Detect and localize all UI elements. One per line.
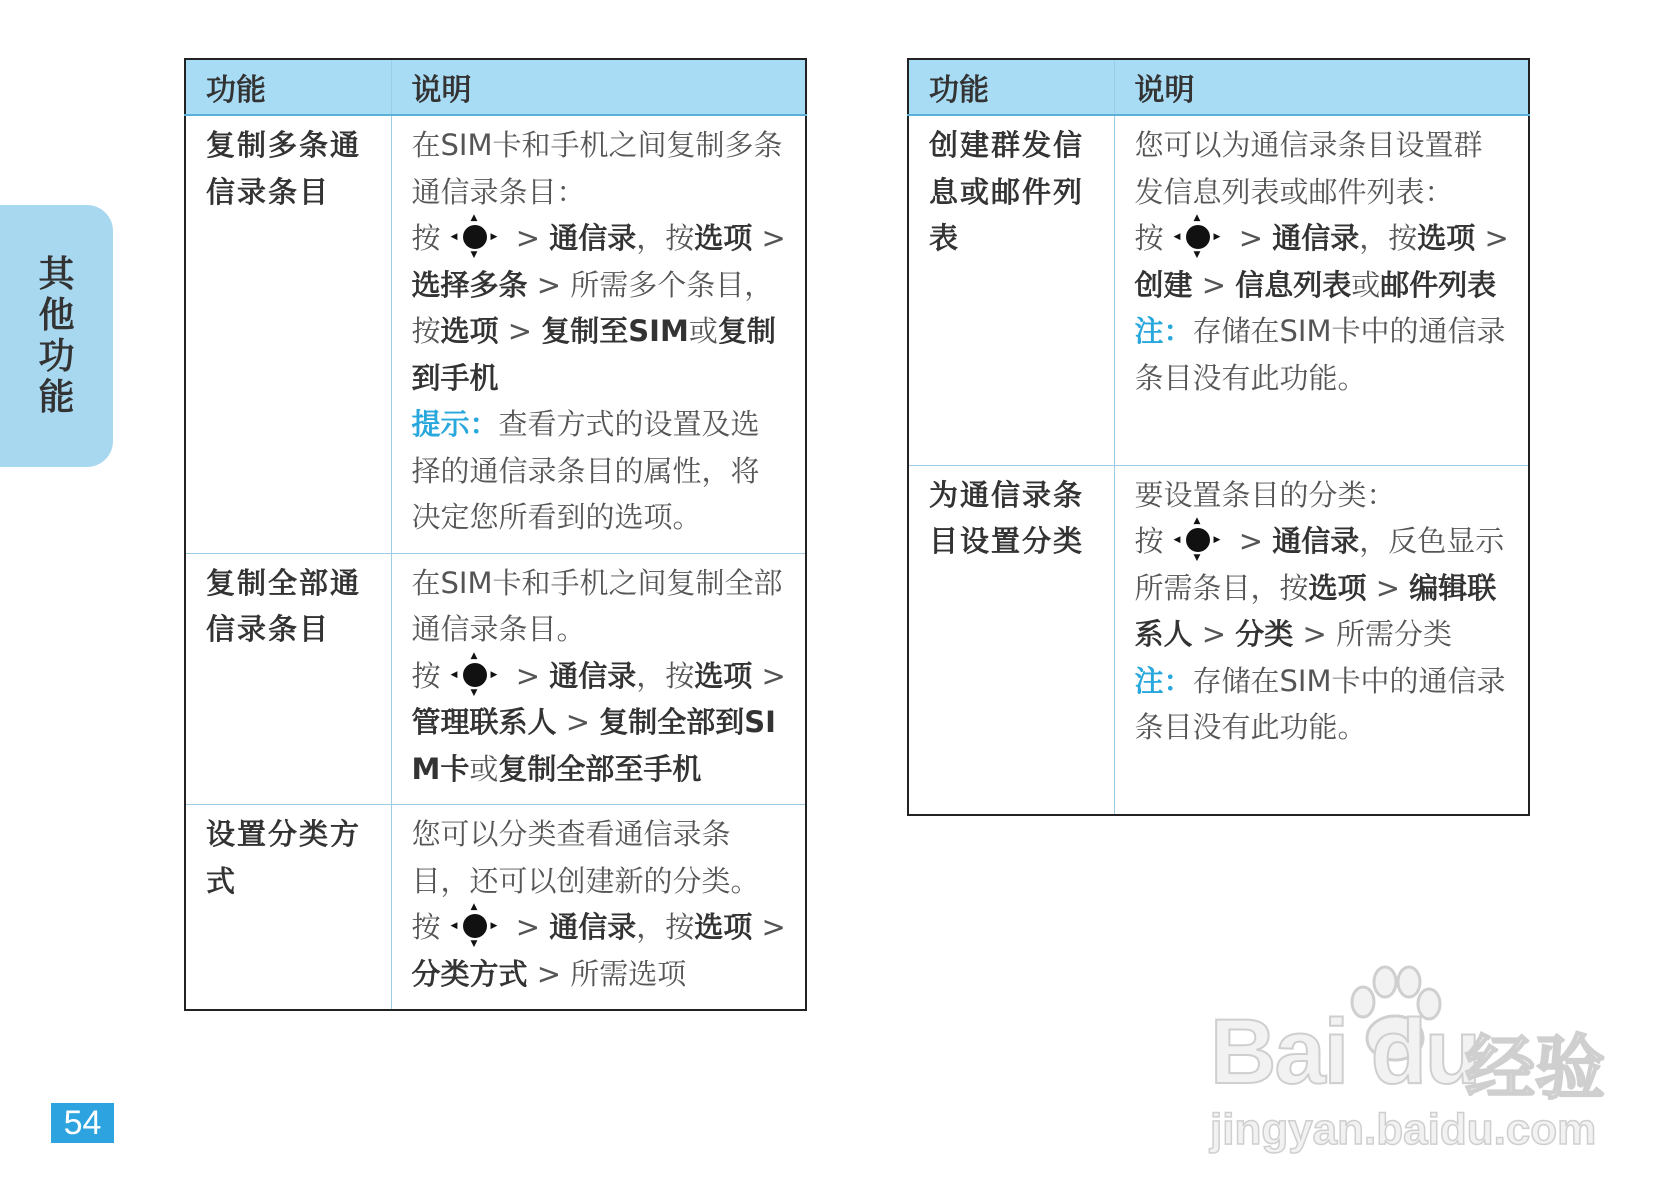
description-cell: 您可以为通信录条目设置群发信息列表或邮件列表： 按 ▲ ▼ ◀ ▶ > 通信录，按选项 > 创建 > 信息列表或邮件列表 注：存储在SIM卡中的通信录条目没有此功能。 (1114, 115, 1529, 465)
table-header-row (908, 59, 1529, 115)
navigation-key-icon: ▲ ▼ ◀ ▶ (450, 902, 498, 949)
section-side-tab (0, 205, 113, 467)
header-description: 说明 (391, 59, 806, 115)
watermark-logo: Bai du (1210, 1001, 1480, 1103)
right-feature-table (907, 58, 1530, 816)
table-row (908, 115, 1529, 465)
feature-cell: 复制全部通信录条目 (185, 553, 391, 805)
description-cell: 您可以分类查看通信录条目，还可以创建新的分类。 按 ▲ ▼ ◀ ▶ > 通信录，按选项 > 分类方式 > 所需选项 (411, 817, 786, 991)
note-label: 注： (1134, 314, 1193, 348)
feature-cell: 创建群发信息或邮件列表 (908, 115, 1114, 465)
baidu-watermark (1210, 960, 1630, 1160)
watermark-cn: 经验 (1465, 1027, 1605, 1109)
feature-cell: 为通信录条目设置分类 (908, 465, 1114, 815)
feature-cell: 设置分类方式 (185, 805, 391, 1011)
navigation-key-icon: ▲ ▼ ◀ ▶ (1173, 213, 1221, 260)
navigation-key-icon: ▲ ▼ ◀ ▶ (450, 650, 498, 698)
header-feature: 功能 (908, 59, 1114, 115)
table-row (185, 553, 806, 805)
navigation-key-icon: ▲ ▼ ◀ ▶ (450, 213, 498, 260)
table-row (908, 465, 1529, 815)
description-cell: 在SIM卡和手机之间复制多条通信录条目： 按 ▲ ▼ ◀ ▶ > 通信录，按选项 > 选择多条 > 所需多个条目，按选项 > 复制至SIM或复制到手机 提示：查看方式的设置及选择的通信录条目的属性，将决定您所看到的选项。 (391, 115, 806, 553)
watermark-url: jingyan.baidu.com (1210, 1105, 1597, 1154)
left-feature-table (184, 58, 807, 1011)
note-label: 注： (1134, 663, 1193, 698)
description-cell: 要设置条目的分类： 按 ▲ ▼ ◀ ▶ > 通信录，反色显示所需条目，按选项 > 编辑联系人 > 分类 > 所需分类 注：存储在SIM卡中的通信录条目没有此功能。 (1134, 477, 1506, 744)
page-number: 54 (51, 1103, 114, 1143)
section-side-tab-label: 其他功能 (38, 254, 75, 418)
header-feature: 功能 (185, 59, 391, 115)
table-header-row (185, 59, 806, 115)
feature-cell: 复制多条通信录条目 (185, 115, 391, 553)
navigation-key-icon: ▲ ▼ ◀ ▶ (1173, 516, 1221, 563)
table-row (185, 805, 806, 1011)
description-cell: 在SIM卡和手机之间复制全部通信录条目。 按 ▲ ▼ ◀ ▶ > 通信录，按选项 > 管理联系人 > 复制全部到SIM卡或复制全部至手机 (391, 553, 806, 805)
header-description: 说明 (1114, 59, 1529, 115)
table-row (185, 115, 806, 553)
tip-label: 提示： (411, 407, 499, 441)
